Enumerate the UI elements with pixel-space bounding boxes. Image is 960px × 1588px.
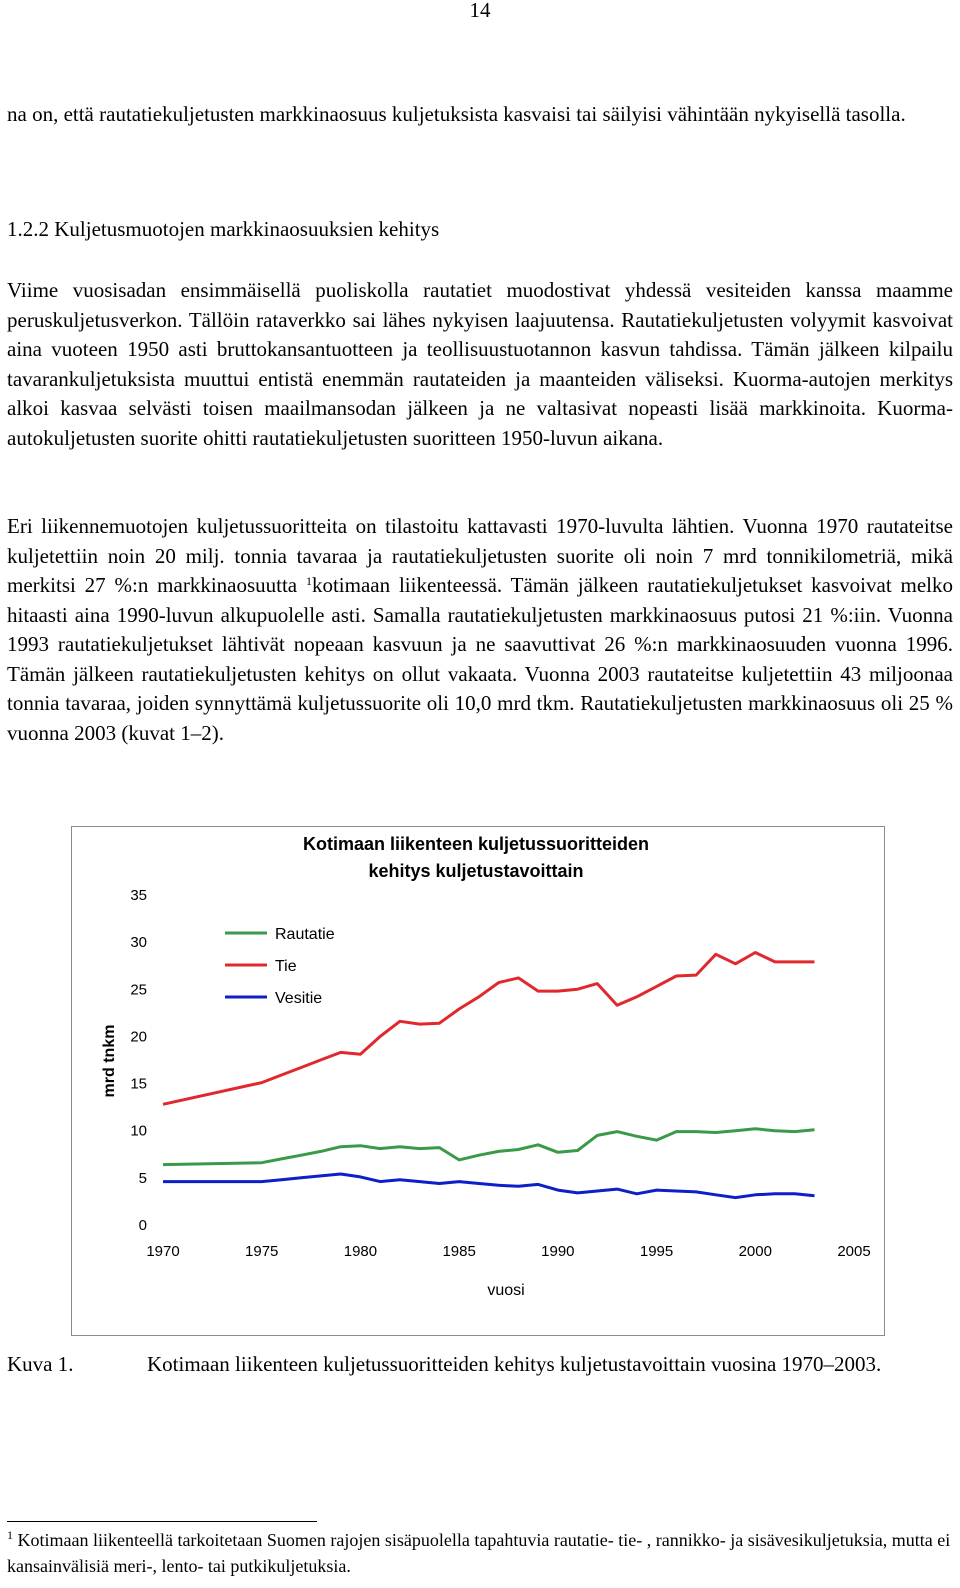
line-chart <box>72 827 884 1335</box>
y-axis-label: mrd tnkm <box>101 1024 118 1098</box>
footnote <box>7 1527 953 1579</box>
legend-label-rautatie: Rautatie <box>275 926 335 943</box>
x-axis-label: vuosi <box>487 1282 525 1299</box>
x-tick-label: 1975 <box>245 1243 279 1260</box>
intro-paragraph: na on, että rautatiekuljetusten markkinaosuus kuljetuksista kasvaisi tai säilyisi vähintään nykyisellä tasolla. <box>7 102 906 126</box>
x-tick-label: 1990 <box>541 1243 575 1260</box>
footnote-divider <box>7 1521 317 1522</box>
caption-label: Kuva 1. <box>7 1352 74 1376</box>
footnote-marker: 1 <box>7 1528 13 1542</box>
y-tick-label: 35 <box>130 887 147 904</box>
x-tick-label: 2000 <box>738 1243 772 1260</box>
y-tick-label: 10 <box>130 1122 147 1140</box>
y-tick-label: 25 <box>130 981 147 999</box>
series-line-tie <box>163 953 815 1105</box>
x-tick-label: 1995 <box>639 1243 674 1260</box>
paragraph-statistics-part2: kotimaan liikenteessä. Tämän jälkeen rautatiekuljetukset kasvoivat melko hitaasti aina 1990-luvun alkupuolelle asti. Samalla rautatiekuljetusten markkinaosuus putosi 21 %:iin. Vuonna 1993 rautatiekuljetukset lähtivät nopeaan kasvuun ja ne saavuttivat 26 %:n markkinaosuuden vuonna 1996. Tämän jälkeen rautatiekuljetusten kehitys on ollut vakaata. Vuonna 2003 rautateitse kuljetettiin 43 miljoonaa tonnia tavaraa, joiden synnyttämä kuljetussuorite oli 10,0 mrd tkm. Rautatiekuljetusten markkinaosuus oli 25 % vuonna 2003 (kuvat 1–2). <box>7 573 953 745</box>
paragraph-statistics <box>7 512 953 748</box>
legend-label-vesitie: Vesitie <box>275 990 323 1007</box>
section-heading: 1.2.2 Kuljetusmuotojen markkinaosuuksien kehitys <box>7 217 440 241</box>
chart-title: Kotimaan liikenteen kuljetussuoritteiden kehitys kuljetustavoittain <box>302 834 650 881</box>
y-tick-label: 5 <box>138 1169 147 1187</box>
x-tick-label: 2005 <box>837 1243 871 1260</box>
footnote-text: Kotimaan liikenteellä tarkoitetaan Suomen rajojen sisäpuolella tapahtuvia rautatie- tie- , rannikko- ja sisävesikuljetuksia, mutta ei kansainvälisiä meri-, lento- tai putkikuljetuksia. <box>7 1530 951 1576</box>
y-tick-label: 15 <box>130 1075 147 1093</box>
x-tick-label: 1980 <box>343 1243 378 1260</box>
y-tick-label: 20 <box>130 1028 147 1046</box>
series-line-rautatie <box>163 1129 815 1165</box>
y-tick-label: 0 <box>138 1217 147 1234</box>
paragraph-history: Viime vuosisadan ensimmäisellä puoliskolla rautatiet muodostivat yhdessä vesiteiden kanssa maamme peruskuljetusverkon. Tällöin rataverkko sai lähes nykyisen laajuutensa. Rautatiekuljetusten volyymit kasvoivat aina vuoteen 1950 asti bruttokansantuotteen ja teollisuustuotannon kasvun tahdissa. Tämän jälkeen kilpailu tavarankuljetuksista muuttui entistä enemmän rautateiden ja maanteiden väliseksi. Kuorma-autojen merkitys alkoi kasvaa selvästi toisen maailmansodan jälkeen ja ne valtasivat nopeasti lisää markkinoita. Kuorma-autokuljetusten suorite ohitti rautatiekuljetusten suoritteen 1950-luvun aikana. <box>7 278 953 450</box>
footnote-ref: 1 <box>305 574 312 588</box>
x-tick-label: 1985 <box>442 1243 476 1260</box>
caption-text: Kotimaan liikenteen kuljetussuoritteiden kehitys kuljetustavoittain vuosina 1970–2003. <box>147 1352 882 1376</box>
chart-frame <box>71 826 885 1336</box>
legend-label-tie: Tie <box>275 958 297 975</box>
paragraph-statistics-part1: Eri liikennemuotojen kuljetussuoritteita on tilastoitu kattavasti 1970-luvulta lähtien. Vuonna 1970 rautateitse kuljetettiin noin 20 milj. tonnia tavaraa ja rautatiekuljetusten suorite oli noin 7 mrd tonnikilometriä, mikä merkitsi 27 %:n markkinaosuutta <box>7 514 953 597</box>
x-tick-label: 1970 <box>146 1243 180 1260</box>
y-tick-label: 30 <box>130 934 147 952</box>
page-number: 14 <box>469 0 491 22</box>
series-line-vesitie <box>163 1174 815 1198</box>
